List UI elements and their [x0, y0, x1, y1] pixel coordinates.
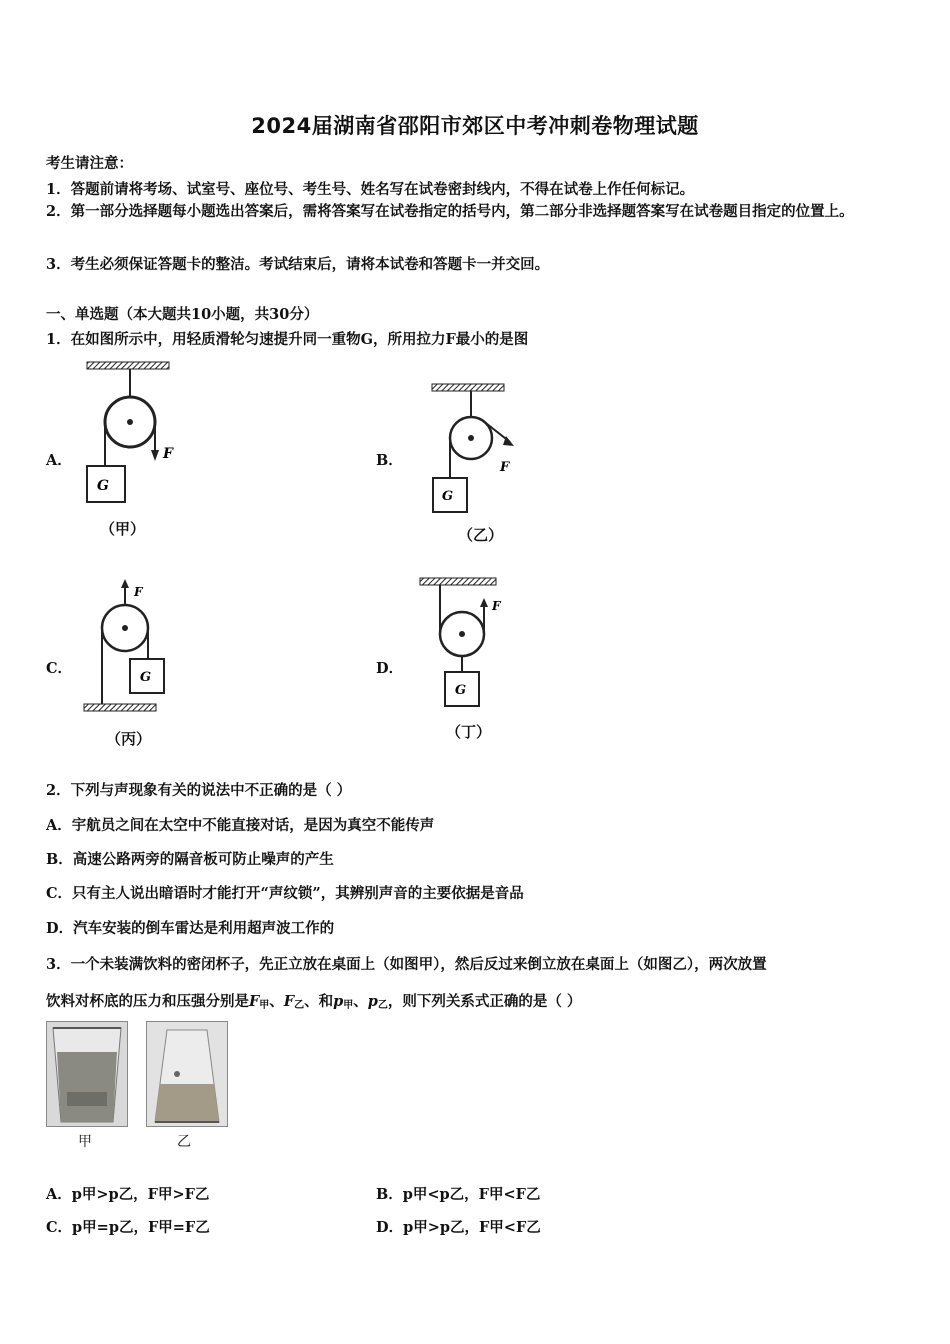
caption-ding: （丁） — [446, 723, 492, 741]
q3-answer-d: D．p甲>p乙，F甲<F乙 — [376, 1219, 541, 1236]
q3-stem-line1: 3．一个未装满饮料的密闭杯子，先正立放在桌面上（如图甲），然后反过来倒立放在桌面上（如图乙），两次放置 — [46, 956, 767, 973]
q2-option-d: D．汽车安装的倒车雷达是利用超声波工作的 — [46, 920, 335, 937]
caption-jia: （甲） — [100, 520, 146, 538]
q2-stem: 2．下列与声现象有关的说法中不正确的是（ ） — [46, 782, 352, 799]
ceiling — [420, 578, 496, 585]
weight-label: G — [140, 670, 152, 685]
q1-stem: 1．在如图所示中，用轻质滑轮匀速提升同一重物G，所用拉力F最小的是图 — [46, 331, 529, 348]
floor — [84, 704, 156, 711]
q2-option-a: A．宇航员之间在太空中不能直接对话，是因为真空不能传声 — [46, 817, 435, 834]
q2-option-b: B．高速公路两旁的隔音板可防止噪声的产生 — [46, 851, 334, 868]
pulley-diagram-b — [420, 378, 540, 523]
force-label: F — [492, 599, 501, 613]
notice-item-1: 1．答题前请将考场、试室号、座位号、考生号、姓名写在试卷密封线内，不得在试卷上作任何标记。 — [46, 181, 695, 198]
photo-caption-yi: 乙 — [177, 1134, 191, 1150]
weight-label: G — [442, 489, 454, 504]
ceiling — [432, 384, 504, 391]
notice-item-3: 3．考生必须保证答题卡的整洁。考试结束后，请将本试卷和答题卡一并交回。 — [46, 256, 550, 273]
force-arrow-head — [121, 579, 129, 588]
pulley-diagram-a — [75, 358, 195, 543]
q3-answer-b: B．p甲<p乙，F甲<F乙 — [376, 1186, 541, 1203]
pulley-diagram-d — [410, 574, 525, 719]
q3-stem-suffix: ，则下列关系式正确的是（ ） — [387, 993, 582, 1010]
cup-photo-jia — [46, 1021, 128, 1127]
pulley-center — [122, 625, 128, 631]
q1-option-d-label: D． — [376, 660, 404, 677]
pulley-center — [468, 435, 474, 441]
q3-stem-line2: 饮料对杯底的压力和压强分别是$F_甲$、$F_乙$、和$p_甲$、$p_乙$，则下列关系式正确的是（ ） — [46, 993, 582, 1011]
pulley-center — [459, 631, 465, 637]
force-arrow-head — [151, 450, 159, 461]
caption-yi: （乙） — [458, 526, 504, 544]
force-label: F — [163, 446, 173, 462]
ceiling — [87, 362, 169, 369]
page-title: 2024届湖南省邵阳市郊区中考冲刺卷物理试题 — [251, 114, 699, 138]
notice-heading: 考生请注意： — [46, 155, 133, 172]
weight-label: G — [97, 478, 109, 494]
cup-photo-yi — [146, 1021, 228, 1127]
caption-bing: （丙） — [106, 730, 152, 748]
q2-option-c: C．只有主人说出暗语时才能打开“声纹锁”，其辨别声音的主要依据是音品 — [46, 885, 524, 902]
force-label: F — [134, 585, 143, 599]
section-heading: 一、单选题（本大题共10小题，共30分） — [46, 306, 319, 323]
q3-answer-a: A．p甲>p乙，F甲>F乙 — [46, 1186, 210, 1203]
weight-label: G — [455, 683, 467, 698]
photo-caption-jia: 甲 — [78, 1134, 92, 1150]
pulley-diagram-c — [80, 576, 170, 716]
notice-item-2: 2．第一部分选择题每小题选出答案后，需将答案写在试卷指定的括号内，第二部分非选择题答案写在试卷题目指定的位置上。 — [46, 203, 854, 220]
force-label: F — [500, 460, 510, 475]
q1-option-b-label: B． — [376, 452, 403, 469]
q3-stem-prefix: 饮料对杯底的压力和压强分别是 — [46, 993, 249, 1010]
q1-option-a-label: A． — [46, 452, 72, 469]
force-arrow-head — [480, 598, 488, 607]
pulley-center — [127, 419, 133, 425]
q1-option-c-label: C． — [46, 660, 73, 677]
q3-answer-c: C．p甲=p乙，F甲=F乙 — [46, 1219, 210, 1236]
